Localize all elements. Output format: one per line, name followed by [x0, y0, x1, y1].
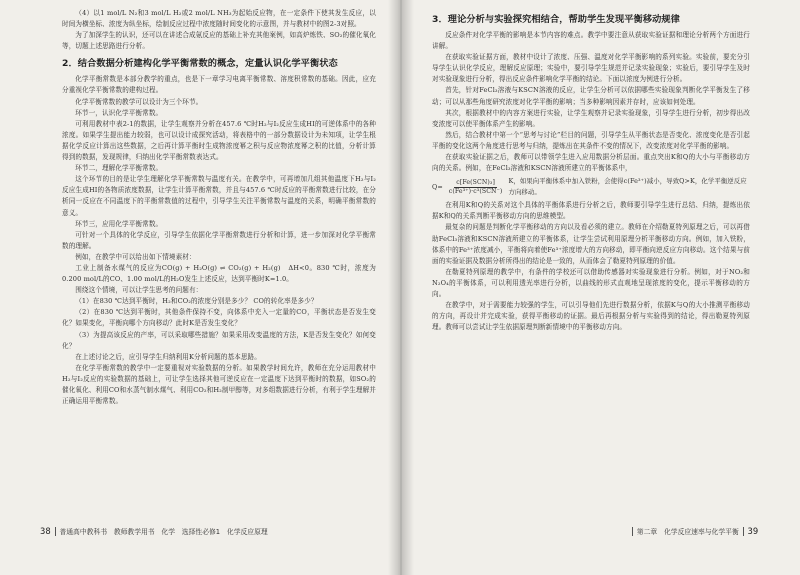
right-page — [402, 0, 800, 575]
formula-tail: K，如果向平衡体系中加入铁粉，会使得c(Fe³⁺)减小，导致Q>K，化学平衡逆反应方向移动。 — [508, 177, 747, 197]
page-number: 38 — [40, 526, 51, 536]
paragraph: 化学平衡常数的教学可以设计为三个环节。 — [75, 97, 203, 106]
right-page-content — [432, 8, 750, 333]
paragraph: 环节三，应用化学平衡常数。 — [75, 219, 163, 228]
section-heading: 3．理论分析与实验探究相结合，帮助学生发现平衡移动规律 — [432, 14, 680, 25]
formula-fraction — [447, 179, 505, 196]
paragraph: 例如，在教学中可以给出如下情境素材： — [75, 252, 196, 261]
formula-lhs: Q= — [432, 182, 443, 191]
paragraph: 工业上制备水煤气的反应为CO(g) + H₂O(g) ⇌ CO₂(g) + H₂(g) ΔH<0。830 ℃时，浓度为0.200 mol/L的CO、1.00 mol/L的H₂O发生上述反应，达到平衡时K=1.0。 — [62, 263, 376, 284]
paragraph: （4）以1 mol/L N₂和3 mol/L H₂或2 mol/L NH₃为起始反应物，在一定条件下使其发生反应，以时间为横坐标、浓度为纵坐标，绘制反应过程中浓度随时间变化的示意图，并与教材中的图2-3对照。 — [62, 9, 376, 29]
left-page-footer — [40, 526, 268, 536]
paragraph: 在教学中，对于需要能力较强的学生，可以引导他们先进行数据分析，依据K与Q的大小推测平衡移动的方向，再设计并完成实验，获得平衡移动的证据。最后再根据分析与实验得到的结论，得出勒夏特列原理。教师可以尝试让学生依据原理判断新情境中的平衡移动方向。 — [432, 301, 750, 332]
paragraph: 环节二，理解化学平衡常数。 — [75, 164, 163, 173]
paragraph: 在获取实验证据之后，教师可以带领学生进入应用数据分析层面。重点突出K和Q的大小与平衡移动方向的关系。例如，在FeCl₃溶液和KSCN溶液所建立的平衡体系中， — [432, 153, 750, 173]
paragraph: 首先，针对FeCl₃溶液与KSCN溶液的反应，让学生分析可以依据哪些实验现象判断化学平衡发生了移动；可以从那些角度研究浓度对化学平衡的影响；当多种影响因素并存时，应该如何处理。 — [432, 86, 750, 106]
footer-divider — [632, 527, 633, 536]
book-gutter-shadow — [388, 0, 414, 575]
paragraph: 在获取实验证据方面，教材中设计了浓度、压强、温度对化学平衡影响的系列实验。实验前，要充分引导学生认识化学反应，理解反应原理；实验中，要引导学生规范并记录实验现象；实验后，要引导学生及时对实验现象进行分析，得出反应条件影响化学平衡的结论。下面以浓度为例进行分析。 — [432, 53, 750, 84]
paragraph: 环节一，认识化学平衡常数。 — [75, 108, 163, 117]
paragraph: （1）在830 ℃达到平衡时，H₂和CO₂的浓度分别是多少？ CO的转化率是多少？ — [75, 297, 318, 306]
formula-numerator: c[Fe(SCN)₃] — [456, 178, 495, 186]
section-heading: 2．结合数据分析建构化学平衡常数的概念，定量认识化学平衡状态 — [62, 58, 338, 70]
equilibrium-quotient-formula — [432, 176, 750, 198]
paragraph: 为了加深学生的认识，还可以在讲述合成氨反应的基础上补充其他案例，如高炉炼铁、SO₂的催化氧化等，切题上述思路进行分析。 — [62, 31, 376, 51]
page-number: 39 — [747, 526, 759, 536]
formula-denominator: c(Fe³⁺)·c³(SCN⁻) — [448, 187, 503, 195]
paragraph: 在利用K和Q的关系对这个具体的平衡体系进行分析之后，教师要引导学生进行总结、归纳，提炼出依据K和Q的关系判断平衡移动方向的思维模型。 — [432, 201, 750, 221]
paragraph: 在勒夏特列原理的教学中，有条件的学校还可以借助传感器对实验现象进行分析。例如，对于NO₂和N₂O₄的平衡体系，可以利用透光率进行分析，以曲线的形式直观地呈现浓度的变化，提示平衡移动的方向。 — [432, 267, 750, 298]
paragraph: 化学平衡常数是本部分教学的重点，也是下一章学习电离平衡常数、溶度积常数的基础。因此，应充分重视化学平衡常数的建构过程。 — [62, 75, 376, 95]
footer-chapter-title: 第二章 化学反应速率与化学平衡 — [636, 528, 739, 536]
paragraph: 然后，结合教材中第一个“思考与讨论”栏目的问题，引导学生从平衡状态是否变化、浓度变化是否引起平衡的变化这两个角度进行思考与归纳，提炼出在其条件不变的情况下，改变浓度对化学平衡的影响。 — [432, 130, 750, 150]
left-page-content — [62, 8, 376, 407]
paragraph: 其次，根据教材中的内容方案进行实验，让学生观察并记录实验现象，引导学生进行分析，初步得出改变浓度可以使平衡体系产生的影响。 — [432, 108, 750, 128]
footer-divider — [743, 527, 744, 536]
paragraph: 最复杂的问题是判断化学平衡移动的方向以及看必须的建立。教师在介绍勒夏特列原理之后，可以再借助FeCl₃溶液和KSCN溶液所建立的平衡体系，让学生尝试利用原理分析平衡移动方向。例如，加入铁粉，体系中的Fe³⁺浓度减小，平衡将向着使Fe³⁺浓度增大的方向移动，即平衡向逆反应方向移动。这个结果与前面的实验证据及数据分析所得出的结论是一致的，从而体会了勒夏特列原理的价值。 — [432, 223, 750, 265]
paragraph: （2）在830 ℃达到平衡时，其他条件保持不变，向体系中充入一定量的CO，平衡状态是否发生变化？如果变化，平衡向哪个方向移动？此时K是否发生变化？ — [62, 308, 376, 328]
paragraph: 在化学平衡常数的教学中一定要重视对实验数据的分析。如果教学时间允许，教师在充分运用教材中H₂与I₂反应的实验数据的基础上，可让学生选择其他可逆反应在一定温度下达到平衡时的数据，如SO₂的催化氧化、利用CO和水蒸气制水煤气、利用CO₂和H₂制甲醇等，对多组数据进行分析，有利于学生理解并正确运用平衡常数。 — [62, 363, 376, 406]
paragraph: 可利用教材中表2-1的数据，让学生观察并分析在457.6 ℃时H₂与I₂反应生成HI的可逆体系中的各种浓度。如果学生提出能力较弱，也可以设计成探究活动，将表格中的一部分数据设计为未知项，让学生根据化学反应计算出这些数据，之后再计算平衡时生成物浓度幂之积与反应物浓度幂之积的比值，分析计算得到的数据，发现规律，归纳出化学平衡常数表达式。 — [62, 119, 376, 162]
paragraph: （3）为提高该反应的产率，可以采取哪些措施？如果采用改变温度的方法，K是否发生变化？如何变化？ — [62, 330, 376, 350]
left-page — [0, 0, 398, 575]
right-page-footer — [632, 526, 758, 536]
footer-series-title: 普通高中教科书 教师教学用书 化学 选择性必修1 化学反应原理 — [59, 528, 268, 536]
paragraph: 围绕这个情境，可以让学生思考的问题有： — [75, 286, 203, 295]
paragraph: 在上述讨论之后，应引导学生归纳利用K分析问题的基本思路。 — [75, 352, 261, 361]
footer-divider — [55, 527, 56, 536]
paragraph: 反应条件对化学平衡的影响是本节内容的难点。教学中要注意从获取实验证据和理论分析两个方面进行讲解。 — [432, 31, 750, 51]
paragraph: 可针对一个具体的化学反应，引导学生依据化学平衡常数进行分析和计算，进一步加深对化学平衡常数的理解。 — [62, 230, 376, 250]
paragraph: 这个环节的目的是让学生理解化学平衡常数与温度有关。在教学中，可再增加几组其他温度下H₂与I₂反应生成HI的各物质浓度数据，让学生计算平衡常数，并且与457.6 ℃时反应的平衡常数进行比较，在分析同一反应在不同温度下的平衡常数值的过程中，引导学生关注平衡常数与温度的关系，明确平衡常数的意义。 — [62, 175, 376, 217]
